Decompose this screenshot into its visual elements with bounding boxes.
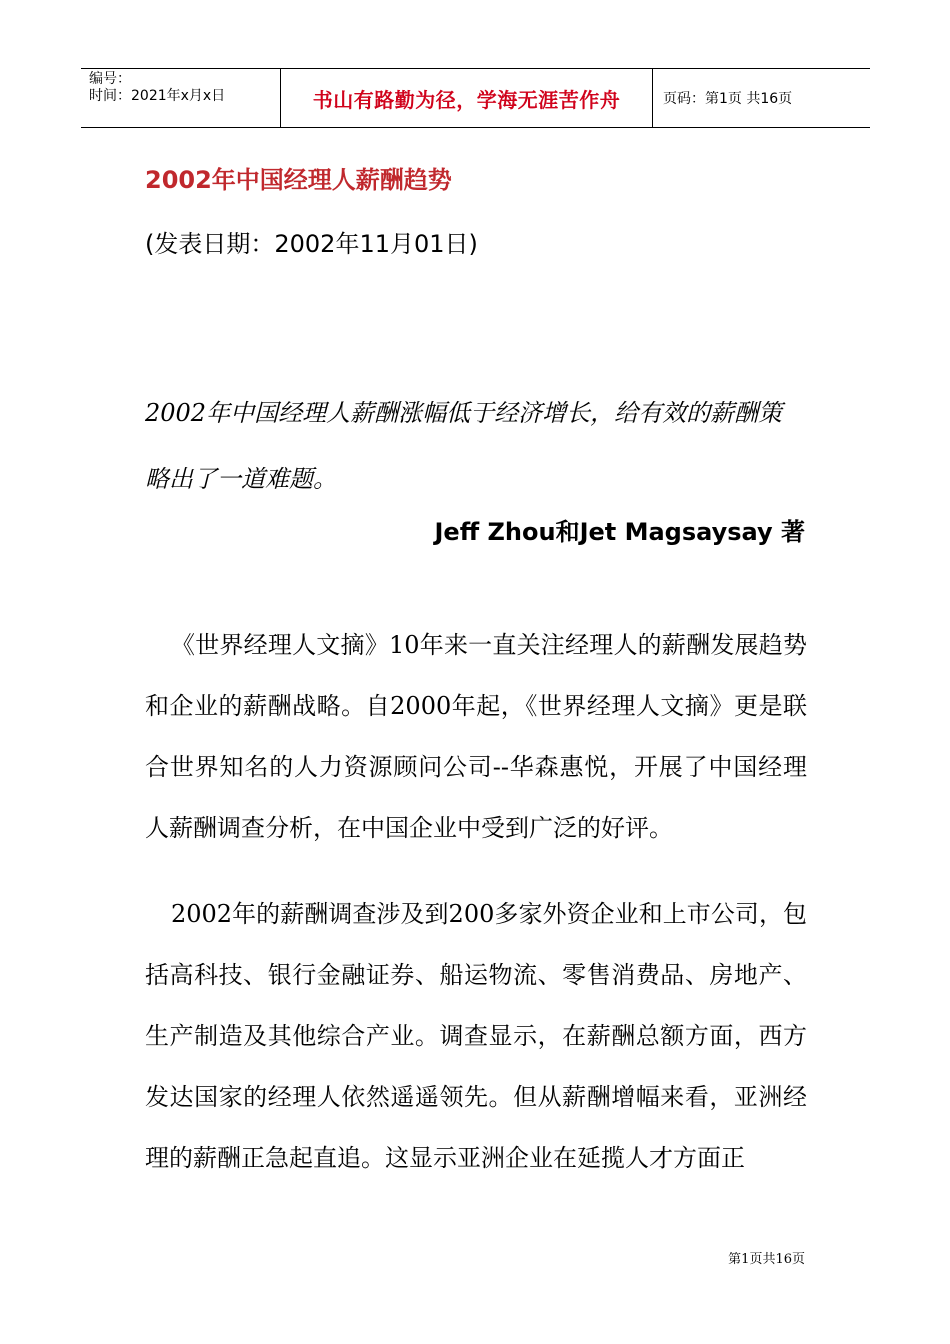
page-header [81, 68, 870, 128]
document-number-label: 编号： [89, 71, 131, 87]
document-time-label: 时间：2021年x月x日 [89, 88, 226, 104]
page-footer: 第1页共16页 [728, 1252, 805, 1267]
header-page-number: 页码：第1页 共16页 [663, 91, 793, 107]
header-motto: 书山有路勤为径，学海无涯苦作舟 [281, 69, 653, 127]
header-meta [81, 69, 281, 127]
body-paragraph: 《世界经理人文摘》10年来一直关注经理人的薪酬发展趋势和企业的薪酬战略。自2000年起，《世界经理人文摘》更是联合世界知名的人力资源顾问公司--华森惠悦，开展了中国经理人薪酬调查分析，在中国企业中受到广泛的好评。 [145, 631, 807, 842]
article-author: Jeff Zhou和Jet Magsaysay 著 [434, 518, 805, 546]
article-title: 2002年中国经理人薪酬趋势 [145, 166, 452, 194]
article-lead: 2002年中国经理人薪酬涨幅低于经济增长，给有效的薪酬策略出了一道难题。 [145, 399, 783, 493]
body-paragraph: 2002年的薪酬调查涉及到200多家外资企业和上市公司，包括高科技、银行金融证券、船运物流、零售消费品、房地产、生产制造及其他综合产业。调查显示，在薪酬总额方面，西方发达国家的经理人依然遥遥领先。但从薪酬增幅来看，亚洲经理的薪酬正急起直追。这显示亚洲企业在延揽人才方面正 [145, 900, 807, 1172]
publish-date: (发表日期：2002年11月01日) [145, 230, 478, 258]
